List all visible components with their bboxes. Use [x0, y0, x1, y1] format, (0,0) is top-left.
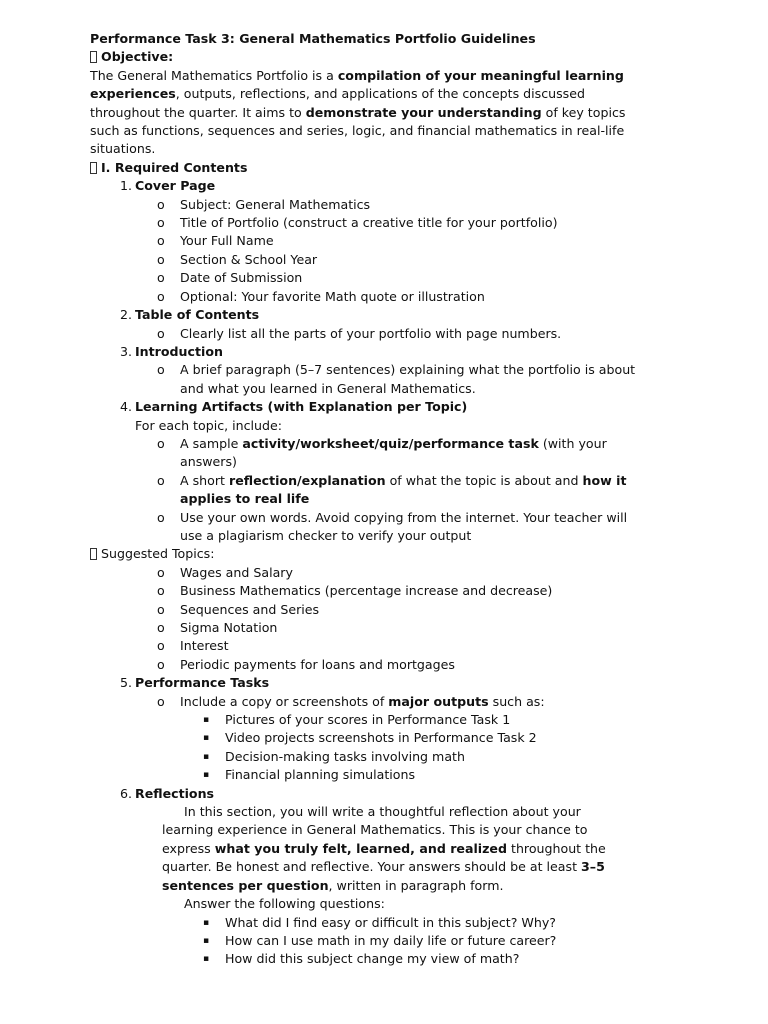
bullet-item: o Include a copy or screenshots of major outputs such as:	[90, 693, 638, 711]
section-heading-required-contents: I. Required Contents	[90, 159, 638, 177]
list-item-label: Reflections	[135, 785, 215, 801]
square-bullet-icon: ▪	[203, 715, 210, 726]
list-item-label: Table of Contents	[135, 307, 260, 323]
document-page	[90, 30, 638, 969]
list-item-label: Learning Artifacts (with Explanation per Topic)	[135, 399, 468, 415]
circle-bullet-icon: o	[157, 583, 165, 599]
list-item-label: Introduction	[135, 343, 223, 359]
circle-bullet-icon: o	[157, 472, 165, 488]
bullet-item: o Section & School Year	[90, 251, 638, 269]
circle-bullet-icon: o	[157, 638, 165, 654]
circle-bullet-icon: o	[157, 196, 165, 212]
bullet-item: o Use your own words. Avoid copying from the internet. Your teacher will use a plagiarism checker to verify your output	[157, 509, 628, 543]
square-bullet-icon: ▪	[203, 954, 210, 965]
topic-item: o Wages and Salary	[90, 564, 638, 582]
topic-item: o Business Mathematics (percentage increase and decrease)	[90, 582, 638, 600]
circle-bullet-icon: o	[157, 435, 165, 451]
bullet-item: o A brief paragraph (5–7 sentences) explaining what the portfolio is about and what you learned in General Mathematics.	[157, 362, 636, 396]
list-item-label: Cover Page	[135, 178, 216, 194]
question-item: ▪ How did this subject change my view of math?	[90, 950, 638, 968]
circle-bullet-icon: o	[157, 362, 165, 378]
objective-heading: Objective:	[90, 48, 638, 66]
bullet-item: o Date of Submission	[90, 269, 638, 287]
circle-bullet-icon: o	[157, 215, 165, 231]
list-item-performance-tasks	[90, 674, 638, 692]
sub-bullet-item: ▪ Pictures of your scores in Performance Task 1	[90, 711, 638, 729]
bullet-item: o Title of Portfolio (construct a creative title for your portfolio)	[90, 214, 638, 232]
topic-item: o Sigma Notation	[90, 619, 638, 637]
answer-lead: Answer the following questions:	[184, 896, 385, 912]
suggested-topics-heading: Suggested Topics:	[90, 545, 638, 563]
circle-bullet-icon: o	[157, 509, 165, 525]
square-bullet-icon: ▪	[203, 733, 210, 744]
list-item-introduction	[90, 343, 638, 361]
bullet-item: o Optional: Your favorite Math quote or illustration	[90, 288, 638, 306]
bullet-item: o Your Full Name	[90, 232, 638, 250]
sub-bullet-item: ▪ Financial planning simulations	[90, 766, 638, 784]
square-bullet-icon: ▪	[203, 751, 210, 762]
list-number: 6.	[119, 785, 132, 801]
question-item: ▪ What did I find easy or difficult in this subject? Why?	[90, 914, 638, 932]
circle-bullet-icon: o	[157, 270, 165, 286]
list-number: 3.	[119, 343, 132, 359]
reflection-paragraph: In this section, you will write a thoughtful reflection about your learning experience in General Mathematics. This is your chance to express what you truly felt, learned, and realized throughout the quarter. Be honest and reflective. Your answers should be at least 3–5 sentences per question, written in paragraph form.	[162, 804, 606, 893]
circle-bullet-icon: o	[157, 620, 165, 635]
circle-bullet-icon: o	[157, 693, 165, 709]
circle-bullet-icon: o	[157, 601, 165, 617]
list-item-learning-artifacts	[90, 398, 638, 416]
list-number: 4.	[119, 399, 132, 415]
placeholder-glyph-icon	[90, 548, 97, 560]
bullet-item: o A short reflection/explanation of what the topic is about and how it applies to real life	[157, 472, 627, 507]
objective-paragraph: The General Mathematics Portfolio is a compilation of your meaningful learning experiences, outputs, reflections, and applications of the concepts discussed throughout the quarter. It aims to demonstrate your understanding of key topics such as functions, sequences and series, logic, and financial mathematics in real-life situations.	[90, 67, 626, 157]
bullet-item: o Clearly list all the parts of your portfolio with page numbers.	[90, 325, 638, 343]
sub-bullet-item: ▪ Decision-making tasks involving math	[90, 748, 638, 766]
placeholder-glyph-icon	[90, 51, 97, 63]
square-bullet-icon: ▪	[203, 935, 210, 946]
circle-bullet-icon: o	[157, 251, 165, 267]
placeholder-glyph-icon	[90, 162, 97, 174]
list-number: 2.	[119, 307, 132, 323]
artifacts-lead: For each topic, include:	[135, 417, 282, 433]
bullet-item: o A sample activity/worksheet/quiz/performance task (with your answers)	[157, 435, 607, 470]
sub-bullet-item: ▪ Video projects screenshots in Performance Task 2	[90, 729, 638, 747]
circle-bullet-icon: o	[157, 233, 165, 249]
list-item-table-of-contents	[90, 306, 638, 324]
document-title: Performance Task 3: General Mathematics Portfolio Guidelines	[90, 31, 536, 46]
topic-item: o Periodic payments for loans and mortgages	[90, 656, 638, 674]
circle-bullet-icon: o	[157, 325, 165, 341]
circle-bullet-icon: o	[157, 564, 165, 580]
circle-bullet-icon: o	[157, 656, 165, 672]
square-bullet-icon: ▪	[203, 770, 210, 781]
list-number: 5.	[119, 675, 132, 691]
bullet-item: o Subject: General Mathematics	[90, 196, 638, 214]
circle-bullet-icon: o	[157, 288, 165, 304]
list-item-label: Performance Tasks	[135, 675, 270, 691]
question-item: ▪ How can I use math in my daily life or future career?	[90, 932, 638, 950]
topic-item: o Interest	[90, 637, 638, 655]
list-item-reflections	[90, 785, 638, 803]
list-item-cover-page	[90, 177, 638, 195]
topic-item: o Sequences and Series	[90, 601, 638, 619]
square-bullet-icon: ▪	[203, 917, 210, 928]
list-number: 1.	[119, 178, 132, 194]
